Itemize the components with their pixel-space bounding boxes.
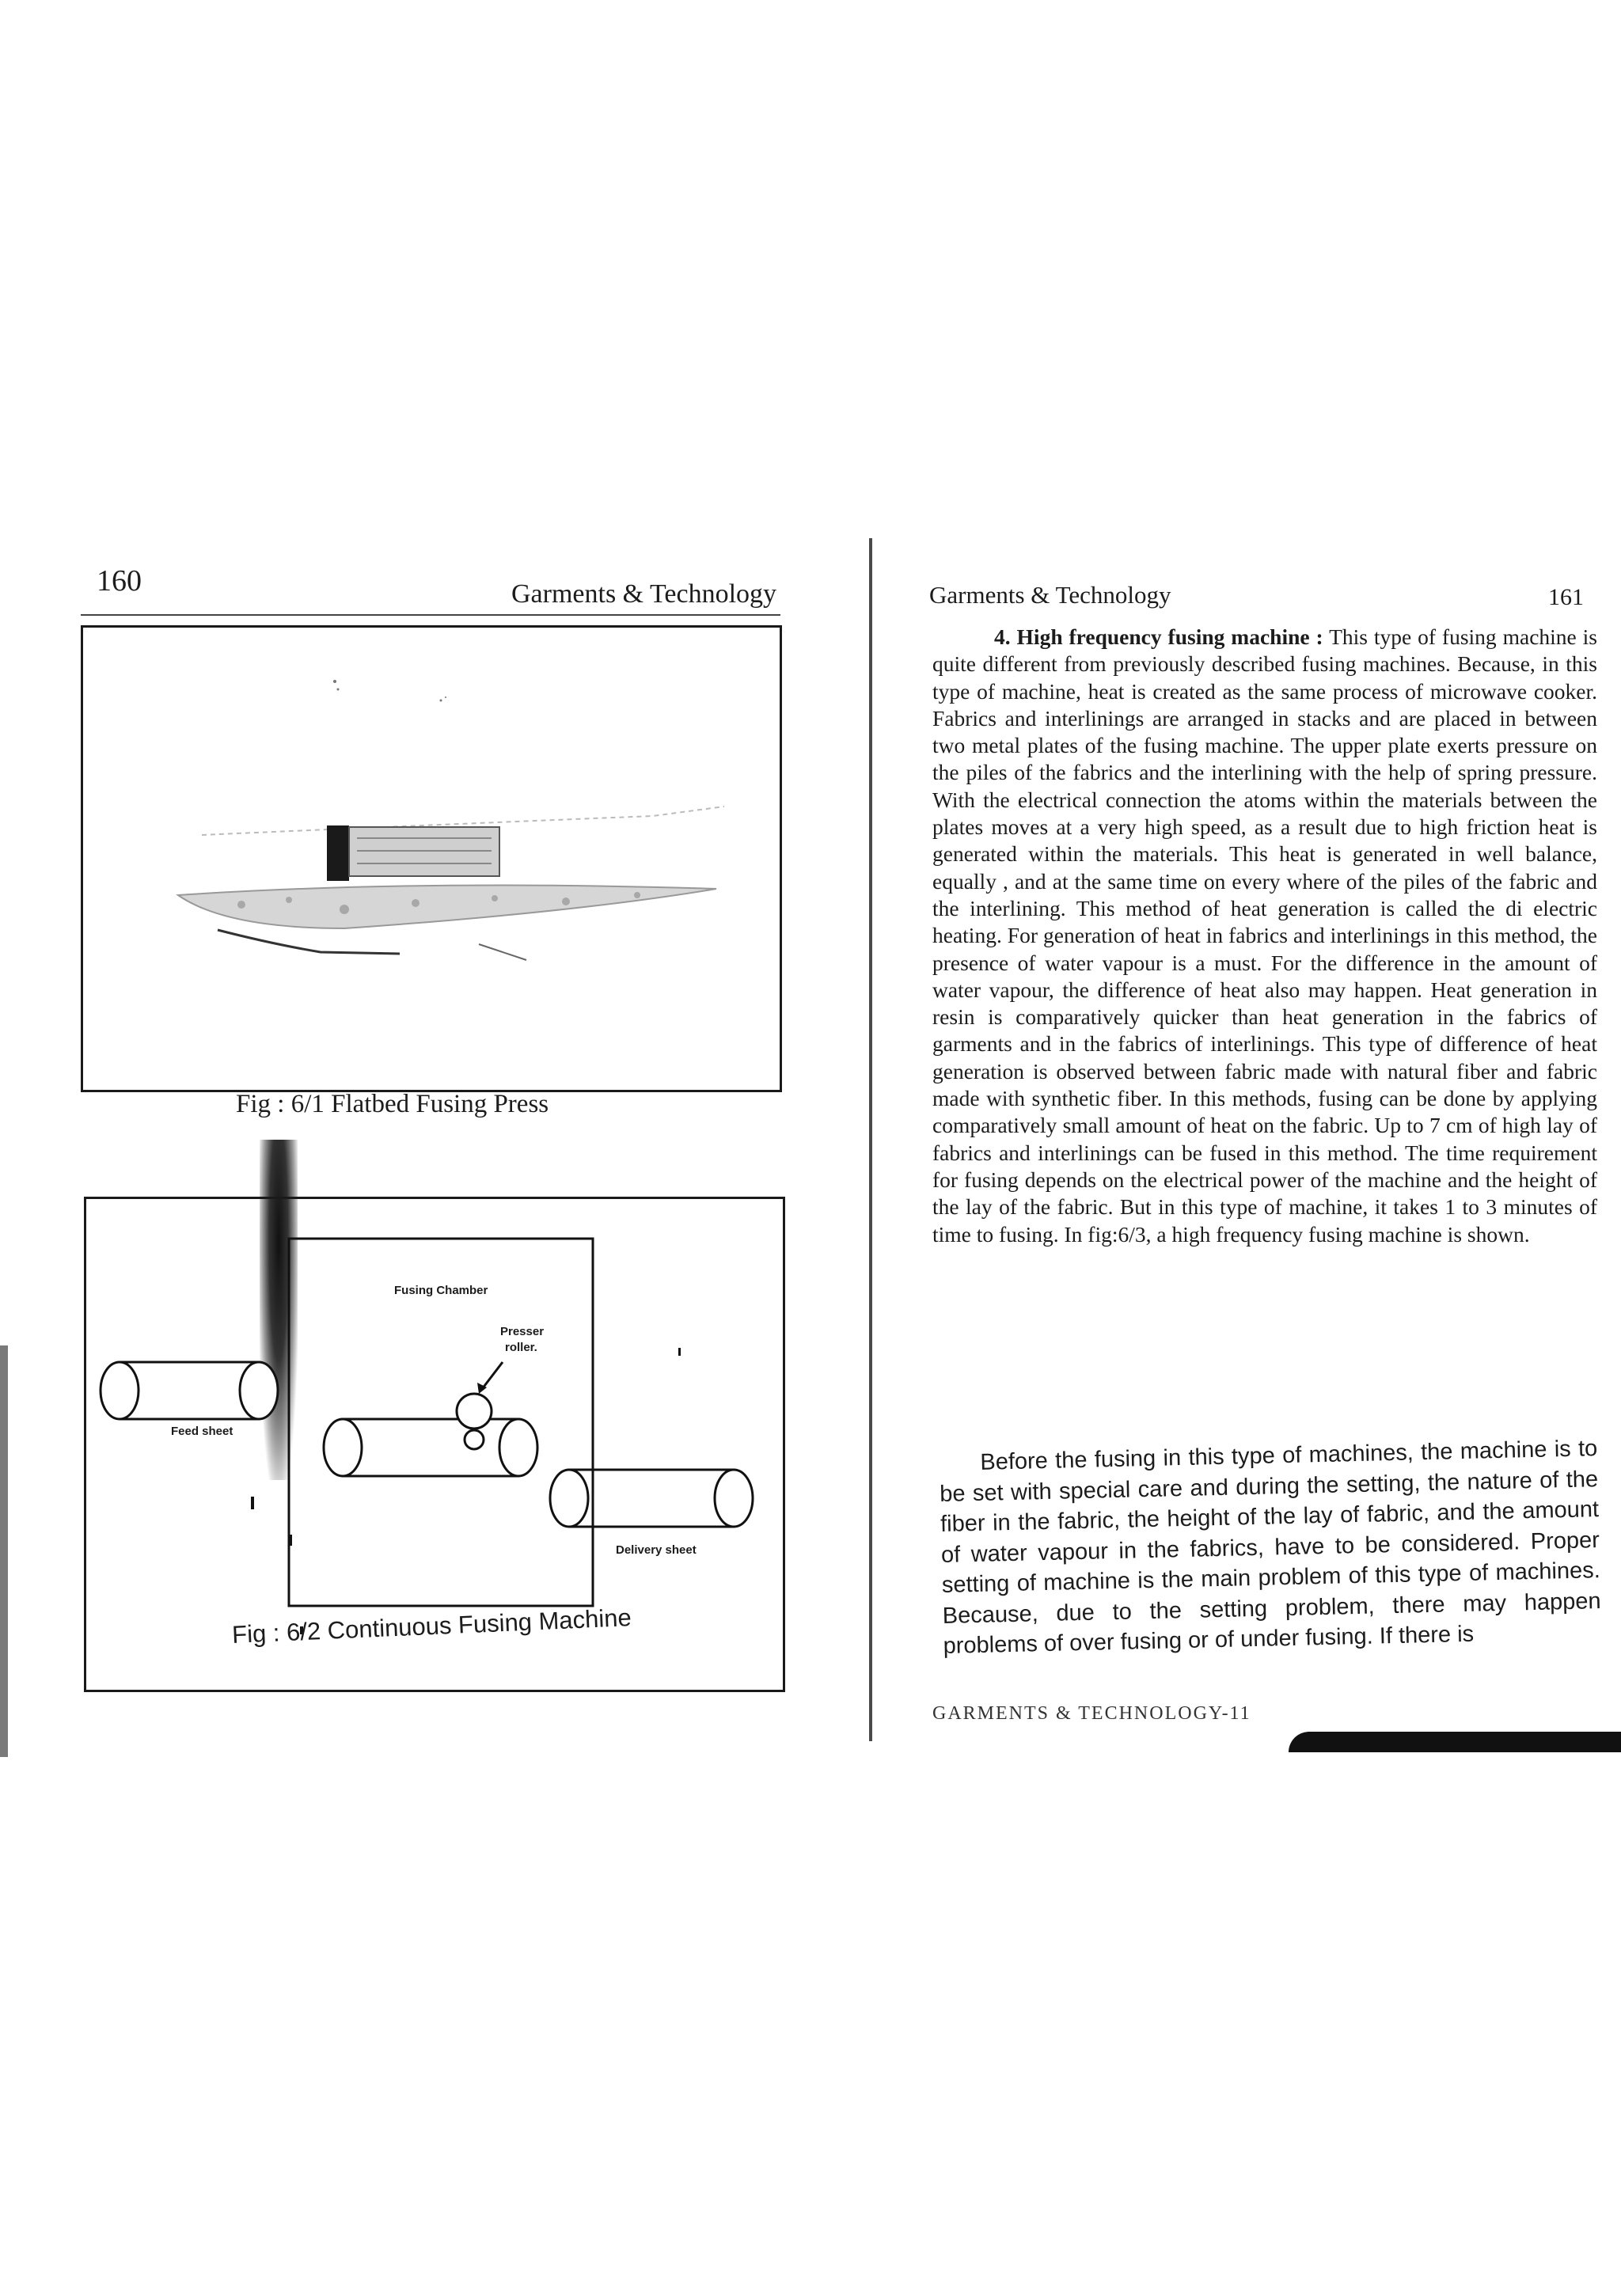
right-page-number: 161: [1548, 584, 1584, 610]
paragraph-2-text: Before the fusing in this type of machines, the machine is to be set with special care and during the setting, the nature of the fiber in the fabric, the height of the lay of fabric, and the amount of water vapour in the fabrics, have to be considered. Proper setting of machine is the main problem of this type of machines. Because, due to the setting problem, there may happen problems of over fusing or of under fusing. If there is: [939, 1436, 1601, 1659]
book-gutter: [869, 538, 872, 1741]
right-running-head: Garments & Technology: [929, 581, 1171, 609]
left-page-number: 160: [97, 564, 142, 598]
paragraph-1-text: This type of fusing machine is quite different from previously described fusing machines. Because, in this type of machine, heat is created as the same process of microwave cooker. Fabrics and interlinings are arranged in stacks and are placed in between two metal plates of the fusing machine. The upper plate exerts pressure on the piles of the fabrics and the interlining with the help of spring pressure. With the electrical connection the atoms within the materials between the plates moves at a very high speed, as a result due to high friction heat is generated within the materials. This heat is generated in well balance, equally , and at the same time on every where of the piles of the fabric and the interlining. This method of heat generation is called the di electric heating. For generation of heat in fabrics and interlinings in this method, the presence of water vapour is a must. For the difference in the amount of water vapour, the difference of heat also may happen. Heat generation in resin is comparatively quicker than heat generation in the fabrics of garments and in the fabrics of interlinings. This type of difference of heat generation is observed between fabric made with natural fiber and fabric made with synthetic fiber. In this methods, fusing can be done by applying comparatively small amount of heat on the fabric. Up to 7 cm of high lay of fabrics and interlinings can be fused in this method. The time requirement for fusing depends on the electrical power of the machine and the height of the lay of the fabric. But in this type of machine, it takes 1 to 3 minutes of time to fusing. In fig:6/3, a high frequency fusing machine is shown.: [932, 624, 1597, 1247]
scan-edge-artifact: [0, 1345, 8, 1757]
flatbed-fusing-press-illustration: [83, 628, 780, 1090]
left-running-head: Garments & Technology: [511, 579, 777, 609]
fusing-chamber-label: Fusing Chamber: [394, 1284, 488, 1297]
figure-6-2-caption: Fig : 6/2 Continuous Fusing Machine: [231, 1603, 632, 1649]
page-footer: GARMENTS & TECHNOLOGY-11: [932, 1703, 1251, 1724]
presser-roller-label-line1: Presser: [500, 1325, 545, 1338]
delivery-sheet-label: Delivery sheet: [616, 1543, 697, 1557]
figure-6-1-caption: Fig : 6/1 Flatbed Fusing Press: [236, 1090, 549, 1118]
presser-roller-label-line2: roller.: [505, 1341, 537, 1354]
section-heading: 4. High frequency fusing machine :: [994, 624, 1323, 649]
paragraph-high-frequency-fusing: [932, 624, 1597, 1248]
body-text-block: [932, 624, 1597, 1248]
figure-6-1-frame: [81, 625, 782, 1092]
body-text-block-2: [939, 1433, 1602, 1661]
page-shadow: [1289, 1732, 1621, 1752]
feed-sheet-label: Feed sheet: [171, 1425, 233, 1438]
left-head-rule: [81, 614, 780, 616]
